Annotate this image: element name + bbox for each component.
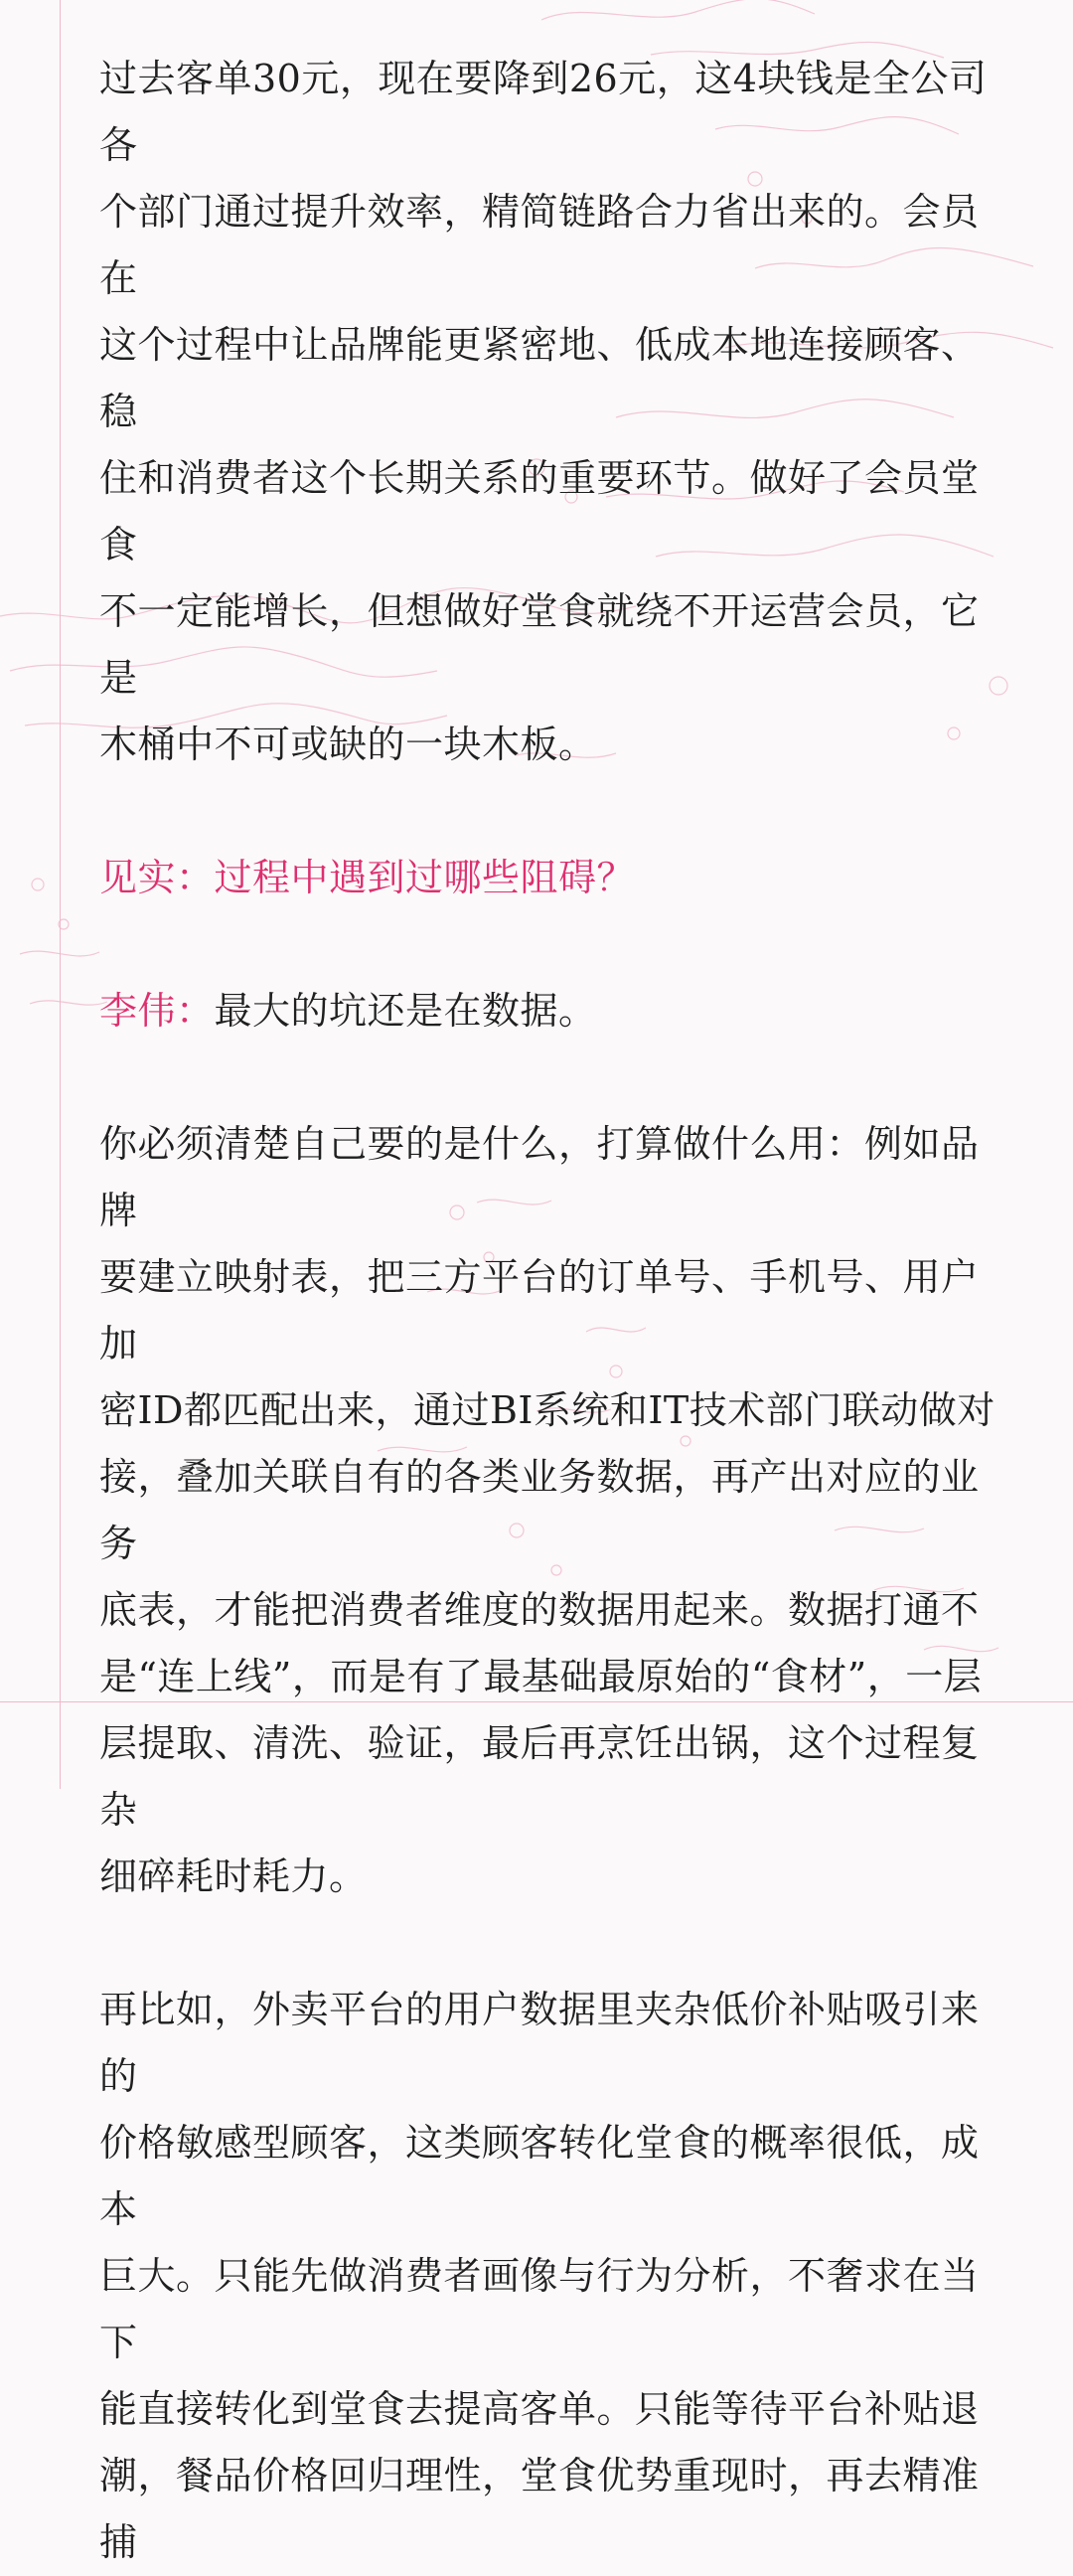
text-line: 巨大。只能先做消费者画像与行为分析，不奢求在当下 xyxy=(99,2254,980,2364)
paragraph-two xyxy=(99,1111,1013,1910)
text-line: 个部门通过提升效率，精简链路合力省出来的。会员在 xyxy=(99,190,980,300)
text-line: 接，叠加关联自有的各类业务数据，再产出对应的业务 xyxy=(99,1455,980,1565)
text-line: 潮，餐品价格回归理性，堂食优势重现时，再去精准捕 xyxy=(99,2454,980,2564)
text-line: 要建立映射表，把三方平台的订单号、手机号、用户加 xyxy=(99,1255,980,1366)
article-content xyxy=(99,46,1013,2576)
paragraph-two-text xyxy=(99,1111,1013,1910)
question-block xyxy=(99,845,1013,911)
paragraph-three-text xyxy=(99,1977,1013,2576)
intro-text xyxy=(99,46,1013,778)
text-line: 木桶中不可或缺的一块木板。 xyxy=(99,723,597,766)
text-line: 细碎耗时耗力。 xyxy=(99,1854,368,1898)
question-text: 见实：过程中遇到过哪些阻碍？ xyxy=(99,856,636,899)
text-line: 再比如，外卖平台的用户数据里夹杂低价补贴吸引来的 xyxy=(99,1988,980,2098)
paragraph-three xyxy=(99,1977,1013,2576)
text-line: 能直接转化到堂食去提高客单。只能等待平台补贴退 xyxy=(99,2387,980,2431)
text-line: 住和消费者这个长期关系的重要环节。做好了会员堂食 xyxy=(99,456,980,566)
text-line: 不一定能增长，但想做好堂食就绕不开运营会员，它是 xyxy=(99,589,980,700)
vertical-guide-line xyxy=(60,0,61,1789)
answer-line xyxy=(99,978,1013,1045)
text-line: 层提取、清洗、验证，最后再烹饪出锅，这个过程复杂 xyxy=(99,1721,980,1832)
text-line: 这个过程中让品牌能更紧密地、低成本地连接顾客、稳 xyxy=(99,323,980,433)
answer-block xyxy=(99,978,1013,1045)
answer-text: 最大的坑还是在数据。 xyxy=(214,989,597,1033)
text-line: 价格敏感型顾客，这类顾客转化堂食的概率很低，成本 xyxy=(99,2121,980,2231)
intro-paragraph xyxy=(99,46,1013,778)
speaker-name: 李伟： xyxy=(99,989,215,1033)
text-line: 你必须清楚自己要的是什么，打算做什么用：例如品牌 xyxy=(99,1122,980,1232)
text-line: 密ID都匹配出来，通过BI系统和IT技术部门联动做对 xyxy=(99,1388,996,1432)
text-line: 是“连上线”，而是有了最基础最原始的“食材”，一层 xyxy=(99,1655,983,1698)
text-line: 底表，才能把消费者维度的数据用起来。数据打通不 xyxy=(99,1588,980,1632)
text-line: 过去客单30元，现在要降到26元，这4块钱是全公司各 xyxy=(99,57,988,167)
